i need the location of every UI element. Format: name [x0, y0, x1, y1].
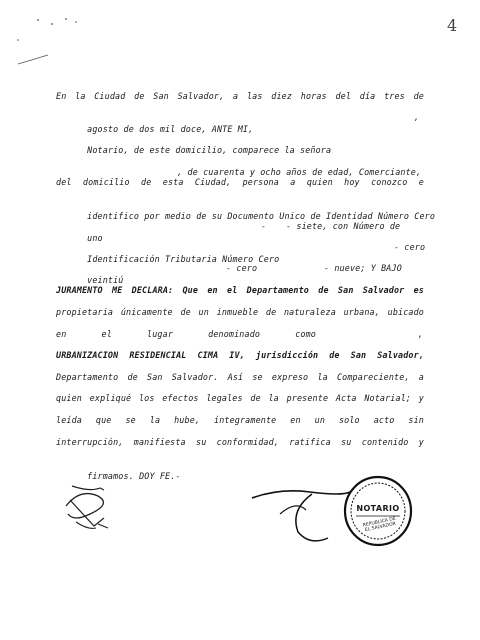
line-1-text: En la Ciudad de San Salvador, a las diez horas del día tres de — [56, 91, 424, 101]
text-line-11 — [56, 306, 424, 318]
text-line-13 — [56, 349, 424, 361]
line-8-text: Identificación Tributaria Número Cero — [87, 254, 280, 264]
line-8-tail: - cero — [394, 242, 426, 252]
line-9-tail: - nueve; Y BAJO — [324, 263, 402, 273]
line-16-text: leída que se la hube, íntegramente en un solo acto sin — [56, 415, 424, 425]
text-line-2 — [56, 111, 424, 134]
page-number: 4 — [447, 16, 458, 35]
text-line-7 — [56, 220, 424, 243]
text-line-10 — [56, 284, 424, 296]
text-line-15 — [56, 392, 424, 404]
line-18-text: firmamos. DOY FE.- — [87, 471, 181, 481]
seal-subtitle: REPUBLICA DE EL SALVADOR — [362, 516, 397, 534]
line-9-text: veintiú — [87, 275, 124, 285]
text-line-8 — [56, 241, 426, 264]
line-9-mid: - cero — [226, 263, 258, 273]
line-10-text: JURAMENTO ME DECLARA: Que en el Departamento de San Salvador es — [56, 285, 424, 295]
text-line-18 — [56, 458, 424, 481]
text-line-1 — [56, 90, 424, 102]
text-line-4 — [56, 154, 424, 177]
line-5-text: del domicilio de esta Ciudad, persona a quien hoy conozco e — [56, 177, 424, 187]
line-12-tail: , — [418, 329, 424, 339]
scan-specks — [0, 0, 480, 90]
line-4-text: , de cuarenta y ocho años de edad, Comerciante, — [177, 167, 422, 177]
line-3-text: Notario, de este domicilio, comparece la señora — [87, 145, 332, 155]
notary-seal — [342, 474, 414, 548]
text-line-6 — [56, 198, 436, 221]
line-7-tail: - siete, con Número de — [286, 221, 401, 231]
text-line-3 — [56, 132, 424, 155]
text-line-14 — [56, 371, 424, 383]
line-2-tail: , — [414, 112, 420, 122]
line-2-text: agosto de dos mil doce, ANTE MI, — [87, 124, 254, 134]
signature-left — [60, 478, 150, 548]
line-7-text: uno — [87, 233, 103, 243]
line-6-text: identifico por medio de su Documento Unico de Identidad Número Cero — [87, 211, 436, 221]
seal-title: NOTARIO — [356, 504, 400, 513]
line-11-text: propietaria únicamente de un inmueble de naturaleza urbana, ubicado — [56, 307, 424, 317]
line-13-text: URBANIZACION RESIDENCIAL CIMA IV, jurisdicción de San Salvador, — [56, 350, 424, 360]
text-line-5 — [56, 176, 424, 188]
text-line-12 — [56, 328, 316, 340]
text-line-16 — [56, 414, 424, 426]
line-12-text: en el lugar denominado como — [56, 329, 316, 339]
text-line-17 — [56, 436, 424, 448]
line-15-text: quien expliqué los efectos legales de la presente Acta Notarial; y — [56, 393, 424, 403]
line-17-text: interrupción, manifiesta su conformidad, ratifica su contenido y — [56, 437, 424, 447]
text-line-9 — [56, 262, 424, 285]
line-14-text: Departamento de San Salvador. Así se expreso la Compareciente, a — [56, 372, 424, 382]
line-7-mid: - — [261, 221, 267, 231]
